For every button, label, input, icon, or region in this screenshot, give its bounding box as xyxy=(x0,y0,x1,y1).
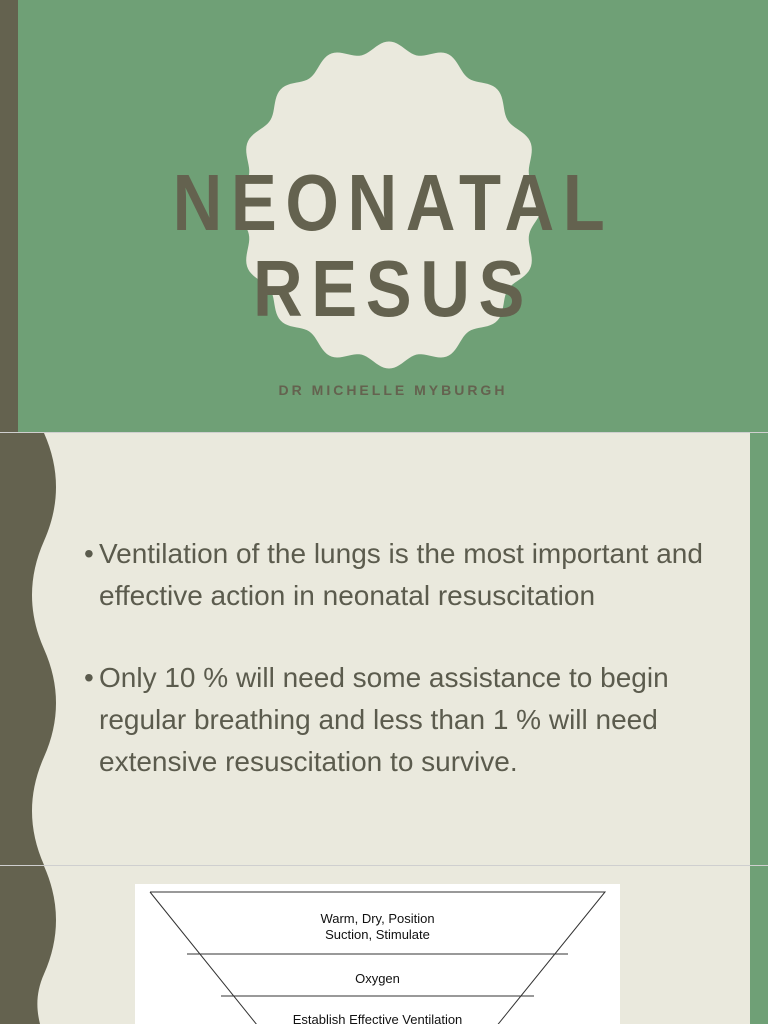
pyramid-level-2 xyxy=(135,971,620,987)
resuscitation-pyramid xyxy=(135,884,620,1024)
slide-subtitle: DR MICHELLE MYBURGH xyxy=(278,382,508,398)
title-slide xyxy=(0,0,768,432)
bullet-dot: • xyxy=(84,538,94,569)
bullet-list xyxy=(84,533,734,823)
pyramid-slide xyxy=(0,866,768,1024)
bullet-item xyxy=(84,657,734,783)
pyramid-level-1-line1: Warm, Dry, Position xyxy=(320,911,435,926)
bullet-dot: • xyxy=(84,662,94,693)
right-accent-bar xyxy=(750,866,768,1024)
bullet-text: Ventilation of the lungs is the most important and effective action in neonatal resuscitation xyxy=(99,538,703,611)
bullet-item xyxy=(84,533,734,617)
right-accent-bar xyxy=(750,433,768,865)
bullet-text: Only 10 % will need some assistance to begin regular breathing and less than 1 % will need extensive resuscitation to survive. xyxy=(99,662,669,777)
wavy-left-border xyxy=(0,433,60,865)
pyramid-level-1-line2: Suction, Stimulate xyxy=(325,927,430,942)
pyramid-level-2-line1: Oxygen xyxy=(355,971,400,986)
pyramid-level-3-line1: Establish Effective Ventilation xyxy=(292,1012,463,1024)
slide-title: NEONATAL RESUS xyxy=(172,158,614,333)
pyramid-level-3 xyxy=(135,1012,620,1024)
pyramid-level-1 xyxy=(135,911,620,943)
wavy-left-border xyxy=(0,866,60,1024)
pyramid-outline xyxy=(135,884,620,1024)
content-slide xyxy=(0,433,768,865)
left-accent-bar xyxy=(0,0,18,432)
